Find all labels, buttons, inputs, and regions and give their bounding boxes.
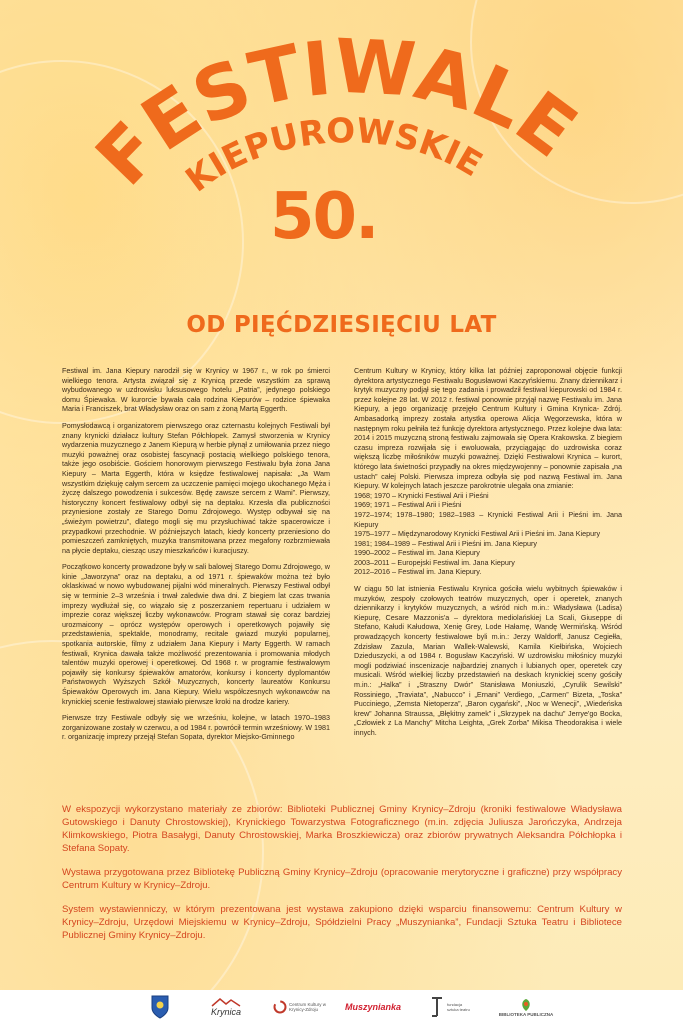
coat-of-arms-logo [146, 990, 174, 1024]
festival-title-graphic [0, 0, 683, 300]
list-item: 2012–2016 – Festiwal im. Jana Kiepury. [354, 567, 482, 577]
paragraph: Pierwsze trzy Festiwale odbyły się we wrześniu, kolejne, w latach 1970–1983 zorganizowane zostały w czerwcu, a od 1984 r. powrócił termin wrześniowy. W 1981 r. organizację imprezy przejął Stefan Sopata, dyrektor Miejsko-Gminnego [62, 713, 330, 742]
right-column [354, 366, 622, 749]
title-line1: FESTIWALE [79, 23, 592, 203]
credits-preparation: Wystawa przygotowana przez Bibliotekę Publiczną Gminy Krynicy–Zdroju (opracowanie merytoryczne i graficzne) przy współpracy Centrum Kultury w Krynicy–Zdroju. [62, 867, 622, 891]
list-item: 1981; 1984–1989 – Festiwal Arii i Pieśni im. Jana Kiepury [354, 538, 537, 548]
list-item: 1990–2002 – Festiwal im. Jana Kiepury [354, 548, 480, 558]
list-item: 1975–1977 – Międzynarodowy Krynicki Festiwal Arii i Pieśni im. Jana Kiepury [354, 529, 601, 539]
page-subtitle: OD PIĘĆDZIESIĘCIU LAT [186, 312, 497, 338]
credits-funding: System wystawienniczy, w którym prezentowana jest wystawa zakupiono dzięki wsparciu finansowemu: Centrum Kultury w Krynicy–Zdroju, Urzędowi Miejskiemu w Krynicy–Zdroju, Spółdzielni Pracy „Muszynianka”, Fundacji Sztuka Teatru i Bibliotece Publicznej Gminy Krynicy–Zdroju. [62, 904, 622, 941]
list-item: 2003–2011 – Europejski Festiwal im. Jana Kiepury [354, 557, 515, 567]
leaf-icon [519, 998, 533, 1012]
ck-icon [273, 1000, 287, 1014]
paragraph: W ciągu 50 lat istnienia Festiwalu Krynica gościła wielu wybitnych śpiewaków i muzyków, zespoły czołowych teatrów muzycznych, oper i operetek, znanych dziennikarzy i krytyków muzycznych, a wśród nich m.in.: Władysława (Ladisa) Kiepurę, Cesare Mazzonis'a – dyrektora mediolańskiej La Scali, Giuseppe di Stefano, Kałudi Kałudowa, Xenię Grey, Lode Hałamę, Wandę Wermińską. Wśród prowadzących koncerty festiwalowe byli m.in.: Jerzy Waldorff, Janusz Cegiełła, Zdzisław Zazula, Marian Wallek-Walewski, Kamila Kiełbińska, Wojciech Dzieduszycki, a od 1984 r. Bogusław Kaczyński. W uzdrowisku miłośnicy muzyki mogli podziwiać inscenizacje najbardziej znanych i lubianych oper, operetek czy musicali. Wśród wielkiej liczby przedstawień na deskach krynickiej sceny gościły m.in.: „Halka” i „Straszny Dwór” Stanisława Moniuszki, „Cyrulik Sewilski” Rossiniego, „Traviata”, „Nabucco” i „Ernani” Verdiego, „Carmen” Bizeta, „Toska” Pucciniego, „Zemsta Nietoperza”, „Baron cygański”, „Noc w Wenecji”, „Wiedeńska krew” Johanna Straussa, „Błękitny zamek” i „Skrzypek na dachu” Jerrye'go Bocka, „Człowiek z La Manchy” Mitcha Leighta, „Grek Zorba” Mikisa Theodorakisa i wiele innych. [354, 584, 622, 737]
credits-sources: W ekspozycji wykorzystano materiały ze zbiorów: Biblioteki Publicznej Gminy Krynicy–Zdroju (kroniki festiwalowe Władysława Gutowskiego i Danuty Chrostowskiej), Krynickiego Towarzystwa Fotograficznego (m.in. zdjęcia Juliusza Jarończyka, Andrzeja Klimkowskiego, Piotra Basałygi, Danuty Chrostowskiej, Marka Broszkiewicza) oraz zbiorów prywatnych Aleksandra Półchłopka i Stefana Sopaty. [62, 804, 622, 854]
coat-of-arms-icon [150, 994, 170, 1020]
paragraph: Festiwal im. Jana Kiepury narodził się w Krynicy w 1967 r., w rok po śmierci wielkiego tenora. Artysta związał się z Krynicą przede wszystkim za sprawą wybudowanego w uzdrowisku luksusowego hotelu „Patria”, jedynego polskiego domu Śpiewaka. W kurorcie bywała cała rodzina Kiepurów – rodzice śpiewaka Maria i Franciszek, brat Władysław oraz on sam z żoną Martą Eggerth. [62, 366, 330, 414]
festival-names-list [354, 491, 622, 577]
list-item: 1972–1974; 1978–1980; 1982–1983 – Krynicki Festiwal Arii i Pieśni im. Jana Kiepury [354, 509, 622, 529]
sponsor-logos-bar [0, 990, 683, 1024]
paragraph: Pomysłodawcą i organizatorem pierwszego oraz czternastu kolejnych Festiwali był znany krynicki działacz kultury Stefan Półchłopek. Zamysł stworzenia w Krynicy wydarzenia muzycznego z Janem Kiepurą w herbie płynął z umiłowania przez niego muzyki poważnej oraz osobistej fascynacji postacią wielkiego polskiego tenora, także jego osobiście. Gościem honorowym pierwszego Festiwalu była żona Jana Kiepury – Marta Eggerth, która w księdze festiwalowej napisała: „Ja Wam wszystkim dziękuję całym sercem za uczczenie pamięci mojego ukochanego Męża i życzę dalszego powodzenia i sukcesów. Będę zawsze sercem z Wami”. Pierwszy, historyczny koncert festiwalowy odbył się na deptaku. Krzesła dla publiczności przyniesione zostały ze Starego Domu Zdrojowego. Występ odbywał się na „świeżym powietrzu”, dlatego mogli się mu przysłuchiwać także spacerowicze i przypadkowi przechodnie. W późniejszych latach, kiedy koncerty przeniesiono do pomieszczeń zamkniętych, muzyka transmitowana przez megafony rozbrzmiewała na płycie deptaku, ciesząc uszy mieszkańców i kuracjuszy. [62, 420, 330, 555]
centrum-kultury-logo: Centrum Kultury w Krynicy-Zdroju [272, 990, 332, 1024]
fundacja-logo: fundacja sztuka teatru [428, 990, 472, 1024]
biblioteka-logo: BIBLIOTEKA PUBLICZNA [496, 990, 556, 1024]
title-line2: KIEPUROWSKIE [178, 110, 489, 201]
paragraph: Początkowo koncerty prowadzone były w sali balowej Starego Domu Zdrojowego, w kinie „Jaworzyna” oraz na deptaku, a od 1971 r. śpiewaków można też było oklaskiwać w nowo wybudowanej pijalni wód mineralnych. Pierwszy Festiwal odbył się w terminie 2–3 września i trwał zaledwie dwa dni. Z biegiem lat czas trwania imprezy wydłużał się, co wiązało się z poszerzaniem repertuaru i udziałem w imprezie coraz większej liczby wykonawców. Program stawał się coraz bardziej urozmaicony – oprócz występów operowych i operetkowych pojawiły się przedstawienia, spektakle, monodramy, recitale gwiazd muzyki popularnej, spotkania autorskie, filmy z udziałem Jana Kiepury i Marty Eggerth. W ramach festiwali, Krynica dawała także możliwość prezentowania i promowania młodych talentów muzyki operowej i operetkowej. Od 1968 r. w programie festiwalowym pojawiły się konkursy śpiewaków amatorów, konkursy i koncerty dyplomantów Państwowych Wyższych Szkół Muzycznych, koncerty laureatów Konkursu Śpiewaków Operowych im. Jana Kiepury. Wielu współczesnych wykonawców na krynickiej scenie festiwalowej stawiało pierwsze kroki na drodze kariery. [62, 562, 330, 706]
body-text [62, 366, 622, 749]
muszynianka-logo: Muszynianka [344, 1002, 402, 1012]
fundacja-icon [429, 996, 445, 1018]
list-item: 1969; 1971 – Festiwal Arii i Pieśni [354, 500, 462, 510]
left-column [62, 366, 330, 749]
paragraph: Centrum Kultury w Krynicy, który kilka lat później zaproponował objęcie funkcji dyrektora artystycznego Festiwalu Bogusławowi Kaczyńskiemu. Znany dziennikarz i krytyk muzyczny podjął się tego zadania i prowadził festiwal kiepurowski od 1984 r. przez kolejne 28 lat. W 2012 r. festiwal ponownie przyjął nazwę Festiwalu im. Jana Kiepury, a jego organizację przejęło Centrum Kultury i Gmina Krynica- Zdrój. Ambasadorką imprezy została artystka operowa Alicja Węgorzewska, która w następnym roku pełniła też funkcję dyrektora artystycznego. Przez kolejne dwa lata: 2014 i 2015 muzyczną stroną festiwalu zajmowała się Opera Krakowska. Z biegiem czasu impreza rozwijała się i ewoluowała, przyciągając do uzdrowiska coraz większą liczbę miłośników muzyki poważnej. Dzięki Festiwalowi Krynica – kurort, którego lata świetności przypadły na okres międzywojenny – ponownie zapisała „na ustach” całej Polski. Pierwsza impreza odbyła się pod nazwą Festiwal im. Jana Kiepury. W kolejnych latach jeszcze parokrotnie ulegała ona zmianie: [354, 366, 622, 491]
mountain-icon [211, 997, 241, 1007]
list-item: 1968; 1970 – Krynicki Festiwal Arii i Pieśni [354, 490, 489, 500]
anniversary-number: 50. [270, 180, 378, 254]
credits [62, 803, 622, 953]
krynica-logo: Krynica [198, 990, 254, 1024]
